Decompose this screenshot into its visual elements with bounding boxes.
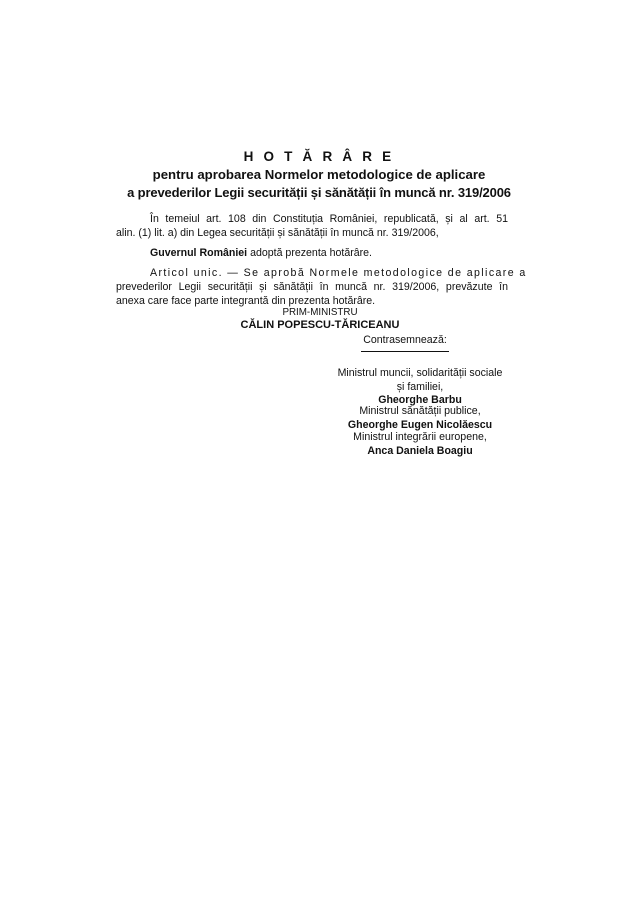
prime-minister-name: CĂLIN POPESCU-TĂRICEANU <box>240 319 400 331</box>
single-article-line-1: Articol unic. — Se aprobă Normele metodologice de aplicare a <box>150 267 527 279</box>
adoption-text: adoptă prezenta hotărâre. <box>247 247 372 259</box>
signature-divider <box>361 351 449 352</box>
minister-name: Gheorghe Eugen Nicolăescu <box>347 418 493 431</box>
document-subtitle-line-1: pentru aprobarea Normelor metodologice de aplicare <box>152 167 486 182</box>
government-name: Guvernul României <box>150 247 248 259</box>
minister-signature-labor <box>318 367 522 408</box>
minister-role: Ministrul sănătății publice, <box>359 405 481 417</box>
minister-role-continued: și familiei, <box>396 380 444 393</box>
adoption-paragraph <box>116 246 508 260</box>
countersign-label: Contrasemnează: <box>363 334 447 346</box>
adoption-line <box>116 246 508 260</box>
minister-role: Ministrul muncii, solidarității sociale <box>337 367 503 379</box>
minister-signature-european-integration <box>318 431 522 458</box>
document-title: H O T Ă R Â R E <box>243 149 395 164</box>
minister-signature-health <box>318 405 522 432</box>
prime-minister-label: PRIM-MINISTRU <box>282 307 358 318</box>
single-article-line-2: prevederilor Legii securității și sănătății în muncă nr. 319/2006, prevăzute în <box>116 281 508 293</box>
legal-basis-paragraph <box>116 212 508 240</box>
document-subtitle-line-2: a prevederilor Legii securității și sănătății în muncă nr. 319/2006 <box>127 185 511 200</box>
minister-name: Gheorghe Barbu <box>378 394 462 406</box>
single-article-line-3: anexa care face parte integrantă din prezenta hotărâre. <box>116 295 376 307</box>
minister-name: Anca Daniela Boagiu <box>367 444 473 457</box>
legal-basis-line-1: În temeiul art. 108 din Constituția României, republicată, și al art. 51 <box>150 213 508 225</box>
legal-basis-line-2: alin. (1) lit. a) din Legea securității și sănătății în muncă nr. 319/2006, <box>116 227 439 239</box>
minister-role: Ministrul integrării europene, <box>353 431 487 443</box>
single-article-paragraph <box>116 266 527 308</box>
